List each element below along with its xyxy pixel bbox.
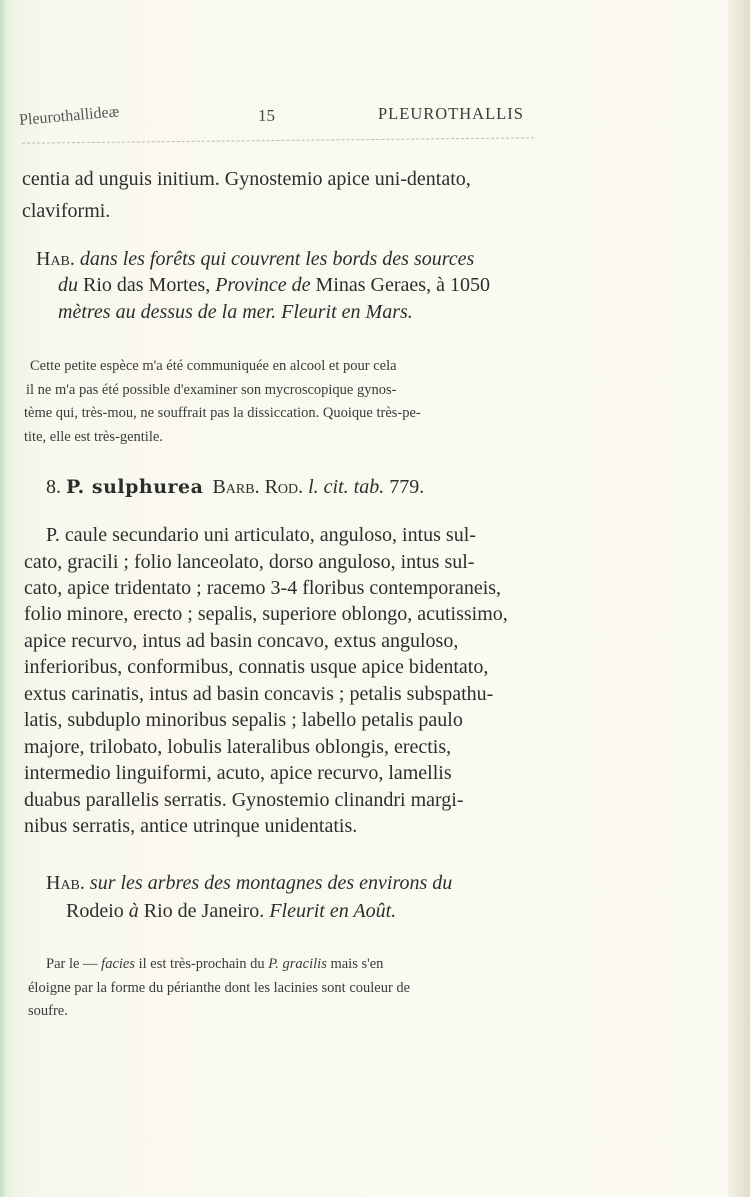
note-1-line-3: tème qui, très-mou, ne souffrait pas la dissiccation. Quoique très-pe- <box>24 405 421 421</box>
habitat-1-line-1: Hab. dans les forêts qui couvrent les bords des sources <box>36 248 475 270</box>
continued-line-2: claviformi. <box>22 200 111 222</box>
running-header-left: Pleurothallideæ <box>18 103 120 130</box>
description-line: latis, subduplo minoribus sepalis ; labello petalis paulo <box>24 709 463 731</box>
species-name: P. sulphurea <box>66 476 204 498</box>
habitat-label: Hab. <box>36 248 75 270</box>
species-author: Barb. Rod. <box>212 476 304 498</box>
note-1-line-2: il ne m'a pas été possible d'examiner son mycroscopique gynos- <box>26 382 397 398</box>
habitat-1-line-2: du Rio das Mortes, Province de Minas Geraes, à 1050 <box>58 274 490 296</box>
species-number: 8. <box>46 476 61 498</box>
description-line: extus carinatis, intus ad basin concavis ; petalis subspathu- <box>24 683 494 705</box>
page-number: 15 <box>258 106 275 125</box>
description-line: P. caule secundario uni articulato, anguloso, intus sul- <box>46 524 476 546</box>
description-line: apice recurvo, intus ad basin concavo, extus anguloso, <box>24 630 459 652</box>
habitat-label: Hab. <box>46 872 85 894</box>
note-2-line-3: soufre. <box>28 1003 68 1019</box>
description-line: inferioribus, conformibus, connatis usque apice bidentato, <box>24 656 489 678</box>
note-2-line-2: éloigne par la forme du périanthe dont les lacinies sont couleur de <box>28 980 411 996</box>
description-line: cato, apice tridentato ; racemo 3-4 floribus contemporaneis, <box>24 577 502 599</box>
species-heading <box>46 476 424 499</box>
description-line: intermedio linguiformi, acuto, apice recurvo, lamellis <box>24 762 452 784</box>
header-rule <box>22 137 534 143</box>
page-left-edge <box>0 0 6 1197</box>
note-1-line-4: tite, elle est très-gentile. <box>24 429 163 445</box>
description-line: nibus serratis, antice utrinque unidentatis. <box>24 815 358 837</box>
running-header-right: PLEUROTHALLIS <box>378 104 524 123</box>
habitat-2-line-1: Hab. sur les arbres des montagnes des environs du <box>46 872 453 894</box>
note-2-line-1: Par le — facies il est très-prochain du P. gracilis mais s'en <box>46 956 384 972</box>
note-1-line-1: Cette petite espèce m'a été communiquée en alcool et pour cela <box>30 358 397 374</box>
continued-line-1: centia ad unguis initium. Gynostemio apice uni-dentato, <box>22 168 471 190</box>
habitat-1-line-3: mètres au dessus de la mer. Fleurit en Mars. <box>58 301 413 323</box>
description-line: cato, gracili ; folio lanceolato, dorso anguloso, intus sul- <box>24 551 475 573</box>
description-line: majore, trilobato, lobulis lateralibus oblongis, erectis, <box>24 736 452 758</box>
habitat-2-line-2: Rodeio à Rio de Janeiro. Fleurit en Août. <box>66 900 397 922</box>
species-ref: l. cit. tab. <box>308 476 385 498</box>
description-line: folio minore, erecto ; sepalis, superiore oblongo, acutissimo, <box>24 603 508 625</box>
page-right-edge <box>728 0 750 1197</box>
species-plate: 779. <box>389 476 425 498</box>
description-line: duabus parallelis serratis. Gynostemio clinandri margi- <box>24 789 464 811</box>
